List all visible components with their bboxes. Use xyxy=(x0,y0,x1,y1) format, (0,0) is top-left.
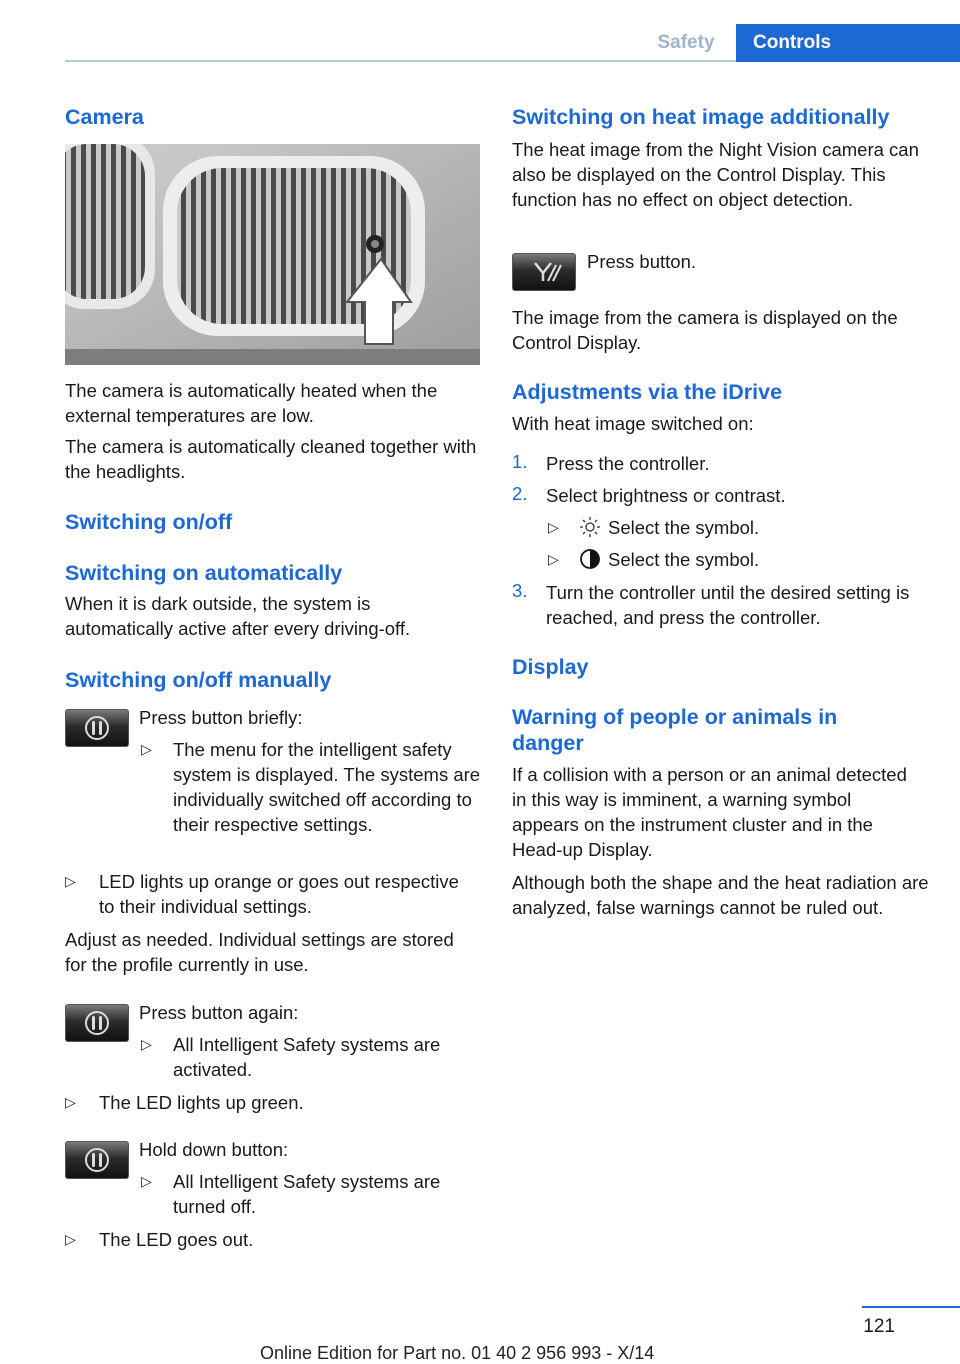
auto-paragraph: When it is dark outside, the system is automatically active after every driving-off. xyxy=(65,593,411,639)
heat-image-paragraph: The heat image from the Night Vision camera can also be displayed on the Control Display. This function has no effect on object detection. xyxy=(512,139,919,210)
press-again-text: Press button again: xyxy=(139,1002,299,1023)
camera-grille-photo xyxy=(65,144,480,365)
step-number: 3. xyxy=(512,580,528,601)
bullet-triangle-icon: ▷ xyxy=(65,1231,76,1247)
camera-heading: Camera xyxy=(65,105,144,129)
edition-footer: Online Edition for Part no. 01 40 2 956 993 - X/14 xyxy=(260,1343,655,1363)
press-briefly-text: Press button briefly: xyxy=(139,707,303,728)
press-briefly-item-1: The menu for the intelligent safety system is displayed. The systems are individually switched off according to their respective settings. xyxy=(173,739,481,835)
bullet-triangle-icon: ▷ xyxy=(65,873,76,889)
adjust-paragraph: Adjust as needed. Individual settings are stored for the profile currently in use. xyxy=(65,929,454,975)
press-briefly-item-2: LED lights up orange or goes out respective to their individual settings. xyxy=(99,871,459,917)
safety-button-icon xyxy=(65,1141,129,1179)
idrive-heading: Adjustments via the iDrive xyxy=(512,380,783,404)
hold-down-text: Hold down button: xyxy=(139,1139,289,1160)
chapter-tab[interactable]: Controls xyxy=(736,24,960,62)
night-vision-button-icon xyxy=(512,253,576,291)
press-again-item-2: The LED lights up green. xyxy=(99,1092,304,1113)
camera-paragraph-1: The camera is automatically heated when the external temperatures are low. xyxy=(65,380,438,426)
safety-button-icon xyxy=(65,709,129,747)
step-text: Turn the controller until the desired setting is reached, and press the controller. xyxy=(546,582,910,628)
press-button-text: Press button. xyxy=(587,251,697,272)
switching-onoff-heading: Switching on/off xyxy=(65,510,233,534)
step-text: Select brightness or contrast. xyxy=(546,485,786,506)
bullet-triangle-icon: ▷ xyxy=(141,1173,152,1189)
switching-auto-heading: Switching on automatically xyxy=(65,561,343,585)
heat-image-heading: Switching on heat image additionally xyxy=(512,105,890,129)
camera-paragraph-2: The camera is automatically cleaned together with the headlights. xyxy=(65,436,477,482)
heat-image-paragraph-2: The image from the camera is displayed on the Control Display. xyxy=(512,307,898,353)
bullet-triangle-icon: ▷ xyxy=(141,741,152,757)
hold-item-1: All Intelligent Safety systems are turned off. xyxy=(173,1171,441,1217)
hold-item-2: The LED goes out. xyxy=(99,1229,254,1250)
contrast-icon xyxy=(579,548,601,570)
bullet-triangle-icon: ▷ xyxy=(548,519,559,535)
safety-button-icon xyxy=(65,1004,129,1042)
step-number: 1. xyxy=(512,451,528,472)
display-heading: Display xyxy=(512,655,589,679)
section-tab[interactable]: Safety xyxy=(657,32,715,53)
step-text: Press the controller. xyxy=(546,453,710,474)
contrast-sub-text: Select the symbol. xyxy=(608,549,760,570)
footer-rule xyxy=(862,1306,960,1308)
warning-heading: Warning of people or animals in danger xyxy=(512,705,838,755)
switching-manual-heading: Switching on/off manually xyxy=(65,668,332,692)
press-again-item-1: All Intelligent Safety systems are activated. xyxy=(173,1034,441,1080)
warning-paragraph-1: If a collision with a person or an animal detected in this way is imminent, a warning symbol appears on the instrument cluster and in the Head-up Display. xyxy=(512,764,907,860)
bullet-triangle-icon: ▷ xyxy=(548,551,559,567)
step-number: 2. xyxy=(512,483,528,504)
page-number: 121 xyxy=(863,1316,895,1337)
idrive-intro: With heat image switched on: xyxy=(512,413,754,434)
brightness-icon xyxy=(579,516,601,538)
bullet-triangle-icon: ▷ xyxy=(141,1036,152,1052)
bullet-triangle-icon: ▷ xyxy=(65,1094,76,1110)
brightness-sub-text: Select the symbol. xyxy=(608,517,760,538)
warning-paragraph-2: Although both the shape and the heat radiation are analyzed, false warnings cannot be ruled out. xyxy=(512,872,929,918)
